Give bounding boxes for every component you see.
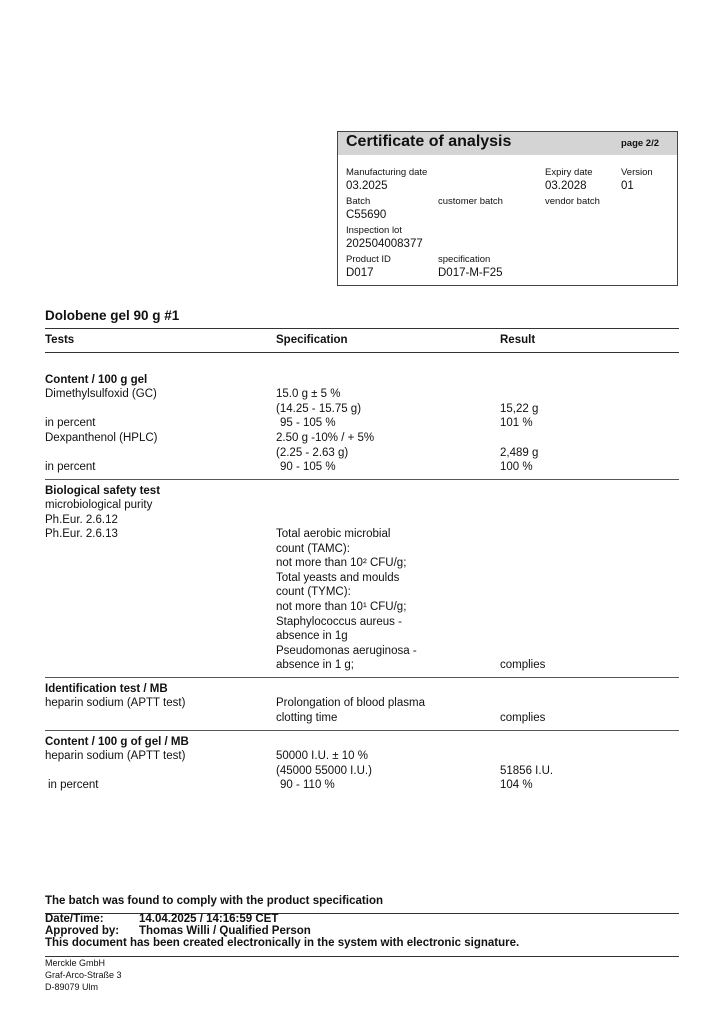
test-name: heparin sodium (APTT test) — [45, 697, 186, 709]
certificate-header-box — [337, 131, 678, 286]
approved-by-value: Thomas Willi / Qualified Person — [139, 925, 311, 937]
result-value: complies — [500, 659, 546, 671]
divider — [45, 328, 679, 329]
spec-line: absence in 1 g; — [276, 659, 355, 671]
divider — [45, 956, 679, 957]
spec-line: Prolongation of blood plasma — [276, 697, 425, 709]
spec-value: 90 - 110 % — [280, 779, 335, 791]
spec-value: 95 - 105 % — [280, 417, 336, 429]
approved-by-label: Approved by: — [45, 925, 120, 937]
company-street: Graf-Arco-Straße 3 — [45, 970, 122, 980]
spec-value: 2.50 g -10% / + 5% — [276, 432, 375, 444]
company-name: Merckle GmbH — [45, 958, 106, 968]
spec-line: Total yeasts and moulds — [276, 572, 400, 584]
section-heading-content: Content / 100 g gel — [45, 374, 148, 386]
spec-value: 50000 I.U. ± 10 % — [276, 750, 368, 762]
test-name: Dexpanthenol (HPLC) — [45, 432, 158, 444]
test-name: in percent — [45, 461, 96, 473]
spec-line: count (TYMC): — [276, 586, 351, 598]
column-header-result: Result — [500, 334, 536, 346]
page-number: page 2/2 — [621, 138, 660, 149]
expiry-date-label: Expiry date — [545, 167, 593, 178]
specification-label: specification — [438, 254, 491, 265]
certificate-title-bar — [338, 132, 677, 155]
section-heading-content-mb: Content / 100 g of gel / MB — [45, 736, 189, 748]
divider — [45, 730, 679, 731]
company-city: D-89079 Ulm — [45, 982, 99, 992]
spec-line: not more than 10² CFU/g; — [276, 557, 407, 569]
spec-line: Staphylococcus aureus - — [276, 616, 402, 628]
spec-line: Pseudomonas aeruginosa - — [276, 645, 417, 657]
test-name: microbiological purity — [45, 499, 153, 511]
divider — [45, 352, 679, 353]
divider — [45, 677, 679, 678]
datetime-label: Date/Time: — [45, 913, 104, 925]
compliance-statement: The batch was found to comply with the product specification — [45, 895, 383, 907]
spec-line: clotting time — [276, 712, 338, 724]
expiry-date-value: 03.2028 — [545, 180, 587, 192]
spec-range: (2.25 - 2.63 g) — [276, 447, 349, 459]
spec-line: count (TAMC): — [276, 543, 350, 555]
spec-range: (14.25 - 15.75 g) — [276, 403, 362, 415]
spec-value: 15.0 g ± 5 % — [276, 388, 341, 400]
product-id-value: D017 — [346, 267, 374, 279]
column-header-tests: Tests — [45, 334, 75, 346]
test-name: in percent — [45, 417, 96, 429]
section-heading-identification: Identification test / MB — [45, 683, 168, 695]
spec-range: (45000 55000 I.U.) — [276, 765, 372, 777]
manufacturing-date-value: 03.2025 — [346, 180, 388, 192]
vendor-batch-label: vendor batch — [545, 196, 600, 207]
version-label: Version — [621, 167, 653, 178]
result-value: 15,22 g — [500, 403, 539, 415]
specification-value: D017-M-F25 — [438, 267, 503, 279]
spec-line: not more than 10¹ CFU/g; — [276, 601, 407, 613]
datetime-value: 14.04.2025 / 14:16:59 CET — [139, 913, 279, 925]
result-value: 2,489 g — [500, 447, 539, 459]
result-value: 104 % — [500, 779, 533, 791]
batch-label: Batch — [346, 196, 371, 207]
spec-line: absence in 1g — [276, 630, 348, 642]
batch-value: C55690 — [346, 209, 387, 221]
column-header-specification: Specification — [276, 334, 348, 346]
certificate-title: Certificate of analysis — [346, 133, 512, 150]
manufacturing-date-label: Manufacturing date — [346, 167, 428, 178]
inspection-lot-label: Inspection lot — [346, 225, 402, 236]
result-value: 100 % — [500, 461, 533, 473]
version-value: 01 — [621, 180, 634, 192]
test-reference: Ph.Eur. 2.6.12 — [45, 514, 118, 526]
spec-value: 90 - 105 % — [280, 461, 336, 473]
product-title: Dolobene gel 90 g #1 — [45, 308, 180, 323]
result-value: complies — [500, 712, 546, 724]
test-name: Dimethylsulfoxid (GC) — [45, 388, 157, 400]
electronic-signature-note: This document has been created electronically in the system with electronic signature. — [45, 937, 520, 949]
product-id-label: Product ID — [346, 254, 391, 265]
test-reference: Ph.Eur. 2.6.13 — [45, 528, 118, 540]
section-heading-biological: Biological safety test — [45, 485, 161, 497]
spec-line: Total aerobic microbial — [276, 528, 391, 540]
result-value: 101 % — [500, 417, 533, 429]
inspection-lot-value: 202504008377 — [346, 238, 423, 250]
test-name: in percent — [48, 779, 99, 791]
test-name: heparin sodium (APTT test) — [45, 750, 186, 762]
result-value: 51856 I.U. — [500, 765, 554, 777]
divider — [45, 479, 679, 480]
customer-batch-label: customer batch — [438, 196, 503, 207]
